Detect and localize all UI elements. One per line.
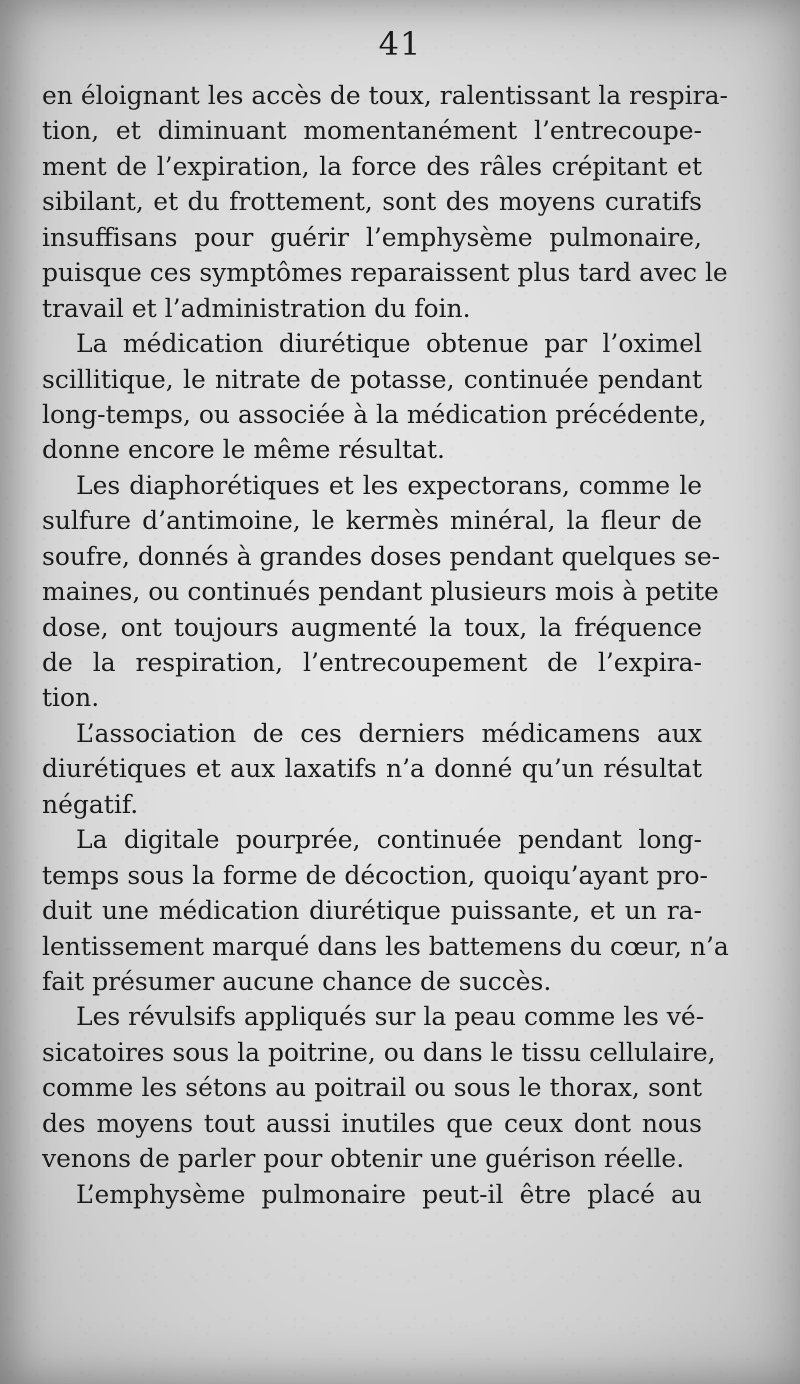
page-number: 41 (378, 25, 422, 63)
text-line: lentissement marqué dans les battemens du cœur, n’a (42, 931, 729, 961)
text-line: sibilant, et du frottement, sont des moyens curatifs (42, 187, 702, 217)
text-line: des moyens tout aussi inutiles que ceux dont nous (42, 1108, 702, 1138)
text-line: en éloignant les accès de toux, ralentissant la respira- (42, 81, 728, 110)
text-line: fait présumer aucune chance de succès. (42, 966, 552, 996)
text-line: insuffisans pour guérir l’emphysème pulmonaire, (42, 222, 702, 252)
text-line: diurétiques et aux laxatifs n’a donné qu’un résultat (42, 754, 702, 784)
text-line: Les diaphorétiques et les expectorans, comme le (76, 470, 702, 500)
text-line: comme les sétons au poitrail ou sous le thorax, sont (42, 1073, 702, 1103)
text-line: venons de parler pour obtenir une guérison réelle. (42, 1144, 685, 1174)
text-line: puisque ces symptômes reparaissent plus tard avec le (42, 258, 728, 288)
text-line: de la respiration, l’entrecoupement de l’expira- (42, 648, 702, 677)
text-line: ment de l’expiration, la force des râles crépitant et (42, 151, 702, 181)
body-text (42, 78, 729, 1212)
text-line: L’emphysème pulmonaire peut-il être placé au (76, 1179, 702, 1209)
text-line: tion, et diminuant momentanément l’entrecoupe- (42, 116, 702, 146)
text-line: négatif. (42, 789, 139, 819)
text-line: La digitale pourprée, continuée pendant long- (76, 825, 702, 855)
text-line: La médication diurétique obtenue par l’oximel (76, 329, 702, 359)
text-line: L’association de ces derniers médicamens aux (76, 718, 702, 748)
text-line: sicatoires sous la poitrine, ou dans le tissu cellulaire, (42, 1037, 716, 1067)
text-line: dose, ont toujours augmenté la toux, la fréquence (42, 612, 702, 642)
text-line: duit une médication diurétique puissante, et un ra- (42, 896, 702, 926)
text-line: tion. (42, 683, 100, 713)
text-line: soufre, donnés à grandes doses pendant quelques se- (42, 541, 721, 571)
text-line: maines, ou continués pendant plusieurs mois à petite (42, 577, 719, 607)
text-line: long-temps, ou associée à la médication précédente, (42, 399, 707, 429)
text-line: scillitique, le nitrate de potasse, continuée pendant (42, 364, 702, 394)
text-line: donne encore le même résultat. (42, 435, 445, 465)
text-line: temps sous la forme de décoction, quoiqu’ayant pro- (42, 860, 709, 890)
text-line: Les révulsifs appliqués sur la peau comme les vé- (76, 1002, 705, 1032)
text-line: travail et l’administration du foin. (42, 293, 471, 323)
text-line: sulfure d’antimoine, le kermès minéral, la fleur de (42, 506, 702, 536)
